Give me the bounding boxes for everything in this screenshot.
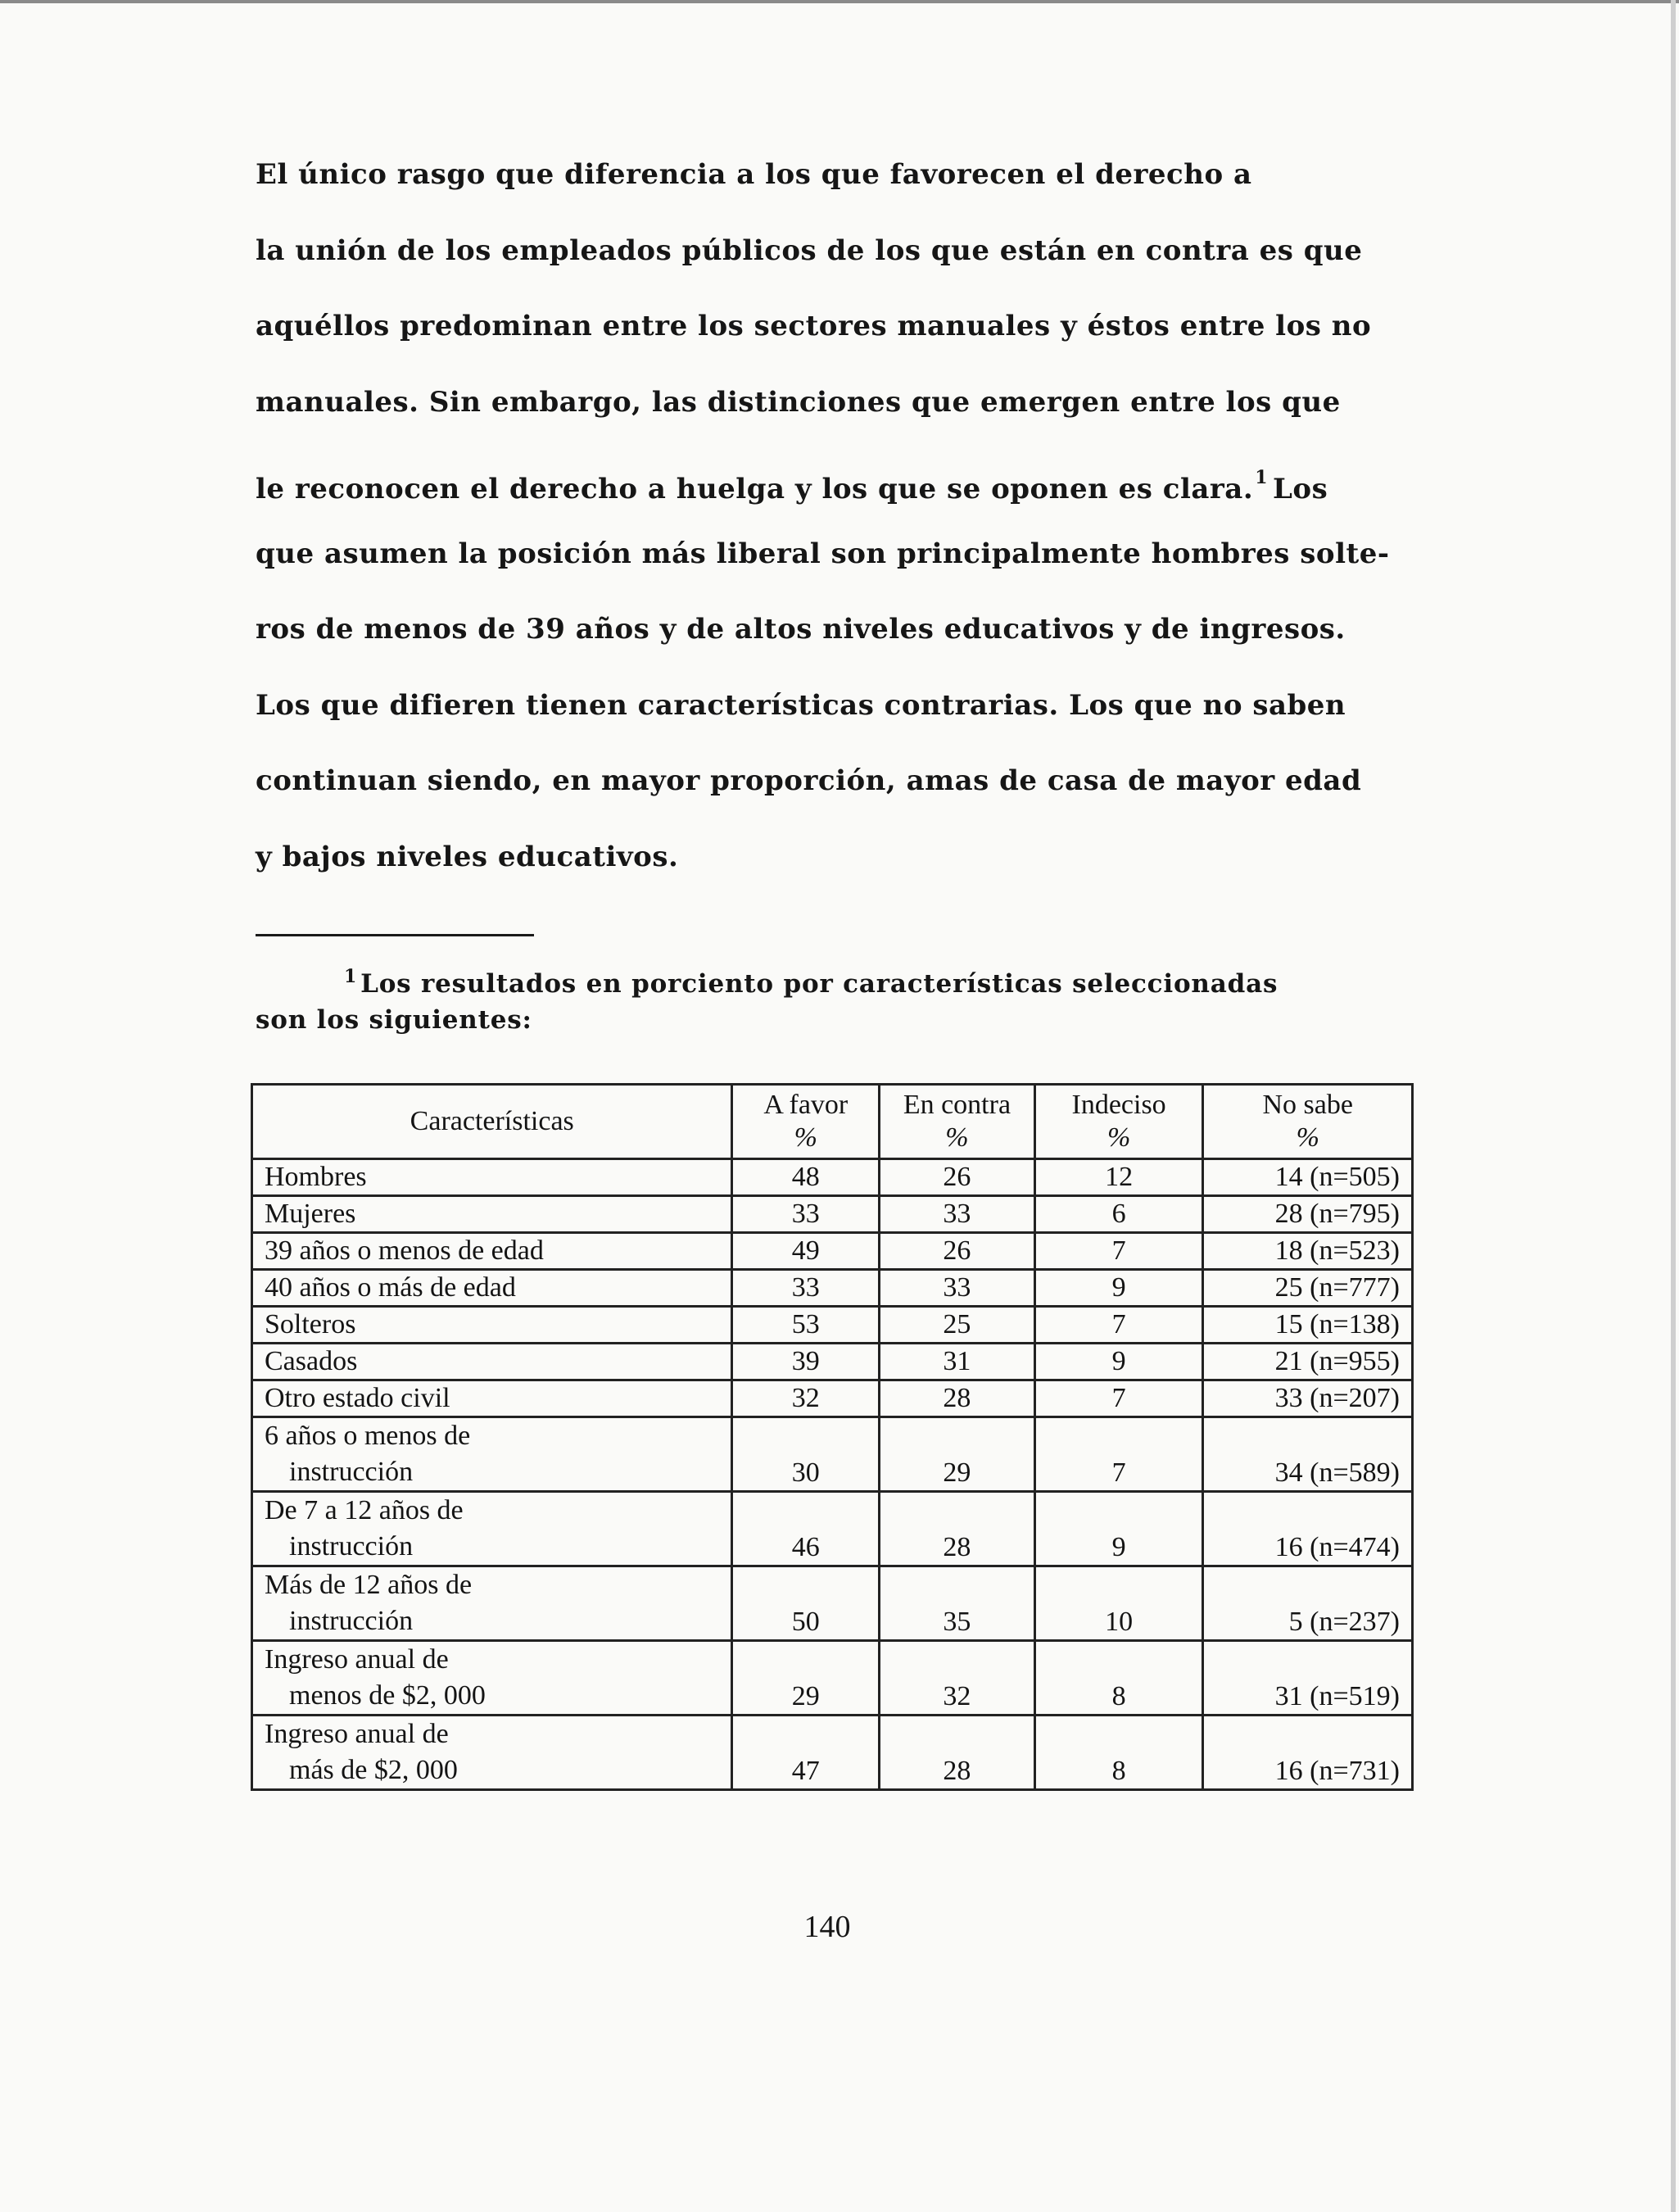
paragraph-line: ros de menos de 39 años y de altos niveles educativos y de ingresos.	[256, 613, 1346, 646]
row-label: 39 años o menos de edad	[252, 1233, 732, 1270]
cell-indeciso: 7	[1034, 1417, 1203, 1492]
cell-indeciso: 7	[1034, 1233, 1203, 1270]
table-row	[252, 1566, 1413, 1641]
cell-a-favor: 29	[732, 1641, 880, 1716]
cell-en-contra: 29	[880, 1417, 1035, 1492]
cell-no-sabe: 21 (n=955)	[1203, 1344, 1413, 1380]
cell-indeciso: 8	[1034, 1641, 1203, 1716]
cell-en-contra: 33	[880, 1270, 1035, 1307]
footnote-line	[256, 959, 1419, 1002]
paragraph-line: y bajos niveles educativos.	[256, 840, 679, 873]
table-row	[252, 1196, 1413, 1233]
row-label: De 7 a 12 años de instrucción	[252, 1492, 732, 1566]
cell-indeciso: 9	[1034, 1492, 1203, 1566]
table-row	[252, 1270, 1413, 1307]
row-label: Mujeres	[252, 1196, 732, 1233]
body-paragraph	[256, 146, 1419, 904]
row-label: Ingreso anual de más de $2, 000	[252, 1716, 732, 1790]
row-label: 40 años o más de edad	[252, 1270, 732, 1307]
header-en-contra: En contra %	[880, 1085, 1035, 1159]
cell-en-contra: 35	[880, 1566, 1035, 1641]
scan-right-edge	[1671, 0, 1676, 2212]
cell-indeciso: 7	[1034, 1307, 1203, 1344]
row-label: 6 años o menos de instrucción	[252, 1417, 732, 1492]
table-row	[252, 1344, 1413, 1380]
row-label: Más de 12 años de instrucción	[252, 1566, 732, 1641]
cell-a-favor: 46	[732, 1492, 880, 1566]
header-a-favor: A favor %	[732, 1085, 880, 1159]
footnote-separator	[256, 934, 534, 936]
cell-indeciso: 9	[1034, 1344, 1203, 1380]
table-row	[252, 1641, 1413, 1716]
results-table	[251, 1083, 1414, 1791]
table-row	[252, 1716, 1413, 1790]
cell-no-sabe: 5 (n=237)	[1203, 1566, 1413, 1641]
table-header-row	[252, 1085, 1413, 1159]
paragraph-line: manuales. Sin embargo, las distinciones que emergen entre los que	[256, 385, 1341, 419]
cell-en-contra: 26	[880, 1233, 1035, 1270]
table-row	[252, 1233, 1413, 1270]
cell-en-contra: 26	[880, 1159, 1035, 1196]
cell-indeciso: 10	[1034, 1566, 1203, 1641]
cell-no-sabe: 16 (n=474)	[1203, 1492, 1413, 1566]
row-label: Otro estado civil	[252, 1380, 732, 1417]
page-number: 140	[803, 1910, 851, 1944]
cell-en-contra: 28	[880, 1716, 1035, 1790]
paragraph-line: aquéllos predominan entre los sectores manuales y éstos entre los no	[256, 310, 1372, 342]
cell-en-contra: 33	[880, 1196, 1035, 1233]
paragraph-line-with-footnote	[256, 449, 1419, 525]
table-row	[252, 1380, 1413, 1417]
cell-indeciso: 9	[1034, 1270, 1203, 1307]
cell-no-sabe: 14 (n=505)	[1203, 1159, 1413, 1196]
header-indeciso: Indeciso %	[1034, 1085, 1203, 1159]
paragraph-line-tail: Los	[1273, 473, 1328, 505]
cell-no-sabe: 16 (n=731)	[1203, 1716, 1413, 1790]
table-row	[252, 1417, 1413, 1492]
paragraph-line: que asumen la posición más liberal son principalmente hombres solte-	[256, 537, 1390, 570]
row-label: Hombres	[252, 1159, 732, 1196]
cell-a-favor: 47	[732, 1716, 880, 1790]
cell-a-favor: 33	[732, 1270, 880, 1307]
cell-a-favor: 49	[732, 1233, 880, 1270]
header-caracteristicas: Características	[252, 1085, 732, 1159]
paragraph-line-text: le reconocen el derecho a huelga y los que se oponen es clara.	[256, 473, 1254, 505]
cell-no-sabe: 18 (n=523)	[1203, 1233, 1413, 1270]
cell-en-contra: 28	[880, 1492, 1035, 1566]
cell-a-favor: 32	[732, 1380, 880, 1417]
header-no-sabe: No sabe %	[1203, 1085, 1413, 1159]
cell-no-sabe: 25 (n=777)	[1203, 1270, 1413, 1307]
row-label: Casados	[252, 1344, 732, 1380]
table-row	[252, 1307, 1413, 1344]
cell-indeciso: 6	[1034, 1196, 1203, 1233]
cell-no-sabe: 28 (n=795)	[1203, 1196, 1413, 1233]
cell-a-favor: 50	[732, 1566, 880, 1641]
cell-a-favor: 33	[732, 1196, 880, 1233]
cell-no-sabe: 34 (n=589)	[1203, 1417, 1413, 1492]
cell-en-contra: 32	[880, 1641, 1035, 1716]
cell-indeciso: 12	[1034, 1159, 1203, 1196]
cell-en-contra: 31	[880, 1344, 1035, 1380]
footnote-reference: 1	[1255, 467, 1268, 488]
row-label: Solteros	[252, 1307, 732, 1344]
table-row	[252, 1159, 1413, 1196]
cell-no-sabe: 15 (n=138)	[1203, 1307, 1413, 1344]
cell-en-contra: 28	[880, 1380, 1035, 1417]
cell-indeciso: 7	[1034, 1380, 1203, 1417]
footnote-line: son los siguientes:	[256, 1005, 532, 1035]
paragraph-line: El único rasgo que diferencia a los que favorecen el derecho a	[256, 158, 1252, 191]
cell-a-favor: 48	[732, 1159, 880, 1196]
row-label: Ingreso anual de menos de $2, 000	[252, 1641, 732, 1716]
cell-indeciso: 8	[1034, 1716, 1203, 1790]
table-row	[252, 1492, 1413, 1566]
cell-en-contra: 25	[880, 1307, 1035, 1344]
footnote-marker: 1	[344, 966, 358, 987]
cell-a-favor: 53	[732, 1307, 880, 1344]
paragraph-line: la unión de los empleados públicos de los que están en contra es que	[256, 233, 1363, 267]
paragraph-line: Los que difieren tienen características contrarias. Los que no saben	[256, 688, 1346, 722]
cell-no-sabe: 31 (n=519)	[1203, 1641, 1413, 1716]
cell-no-sabe: 33 (n=207)	[1203, 1380, 1413, 1417]
scan-top-edge	[0, 0, 1679, 3]
footnote-text: Los resultados en porciento por características seleccionadas	[360, 969, 1278, 999]
footnote	[256, 959, 1419, 1038]
cell-a-favor: 39	[732, 1344, 880, 1380]
paragraph-line: continuan siendo, en mayor proporción, amas de casa de mayor edad	[256, 764, 1362, 797]
cell-a-favor: 30	[732, 1417, 880, 1492]
